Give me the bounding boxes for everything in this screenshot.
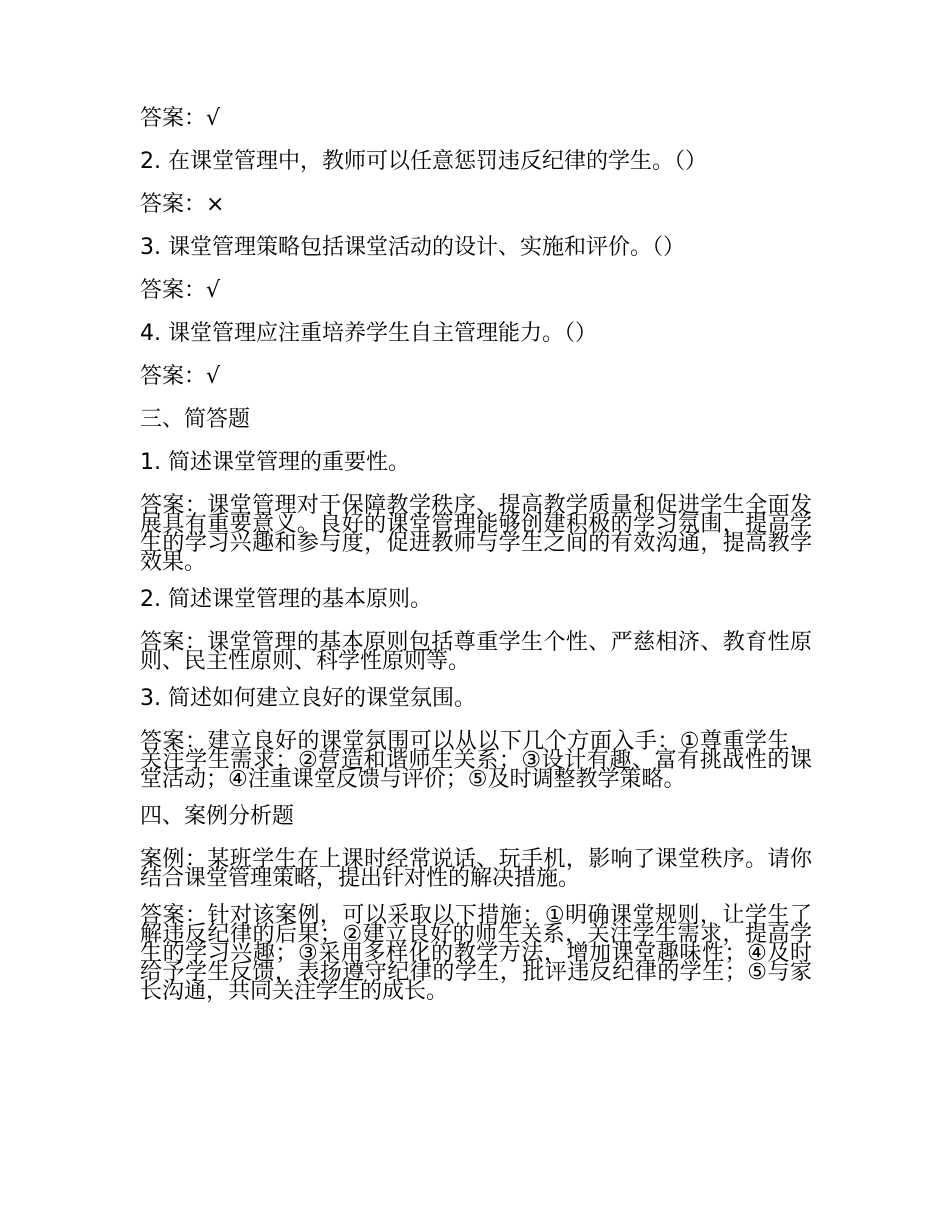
question-4: 4. 课堂管理应注重培养学生自主管理能力。（） (140, 321, 597, 346)
short-answer-1: 答案：课堂管理对于保障教学秩序、提高教学质量和促进学生全面发展具有重要意义。良好的课堂管理能够创建积极的学习氛围，提高学生的学习兴趣和参与度，促进教师与学生之间的有效沟通，提高教学效果。 (140, 493, 812, 575)
section-heading-case-analysis: 四、案例分析题 (140, 804, 295, 829)
short-answer-3: 答案：建立良好的课堂氛围可以从以下几个方面入手：①尊重学生，关注学生需求；②营造和谐师生关系；③设计有趣、富有挑战性的课堂活动；④注重课堂反馈与评价；⑤及时调整教学策略。 (140, 729, 812, 792)
answer-1: 答案：√ (140, 106, 221, 131)
section-heading-short-answer: 三、简答题 (140, 407, 251, 432)
short-question-1: 1. 简述课堂管理的重要性。 (140, 450, 410, 475)
question-2: 2. 在课堂管理中，教师可以任意惩罚违反纪律的学生。（） (140, 149, 707, 174)
answer-3: 答案：√ (140, 278, 221, 303)
case-answer: 答案：针对该案例，可以采取以下措施：①明确课堂规则，让学生了解违反纪律的后果；②建立良好的师生关系，关注学生需求，提高学生的学习兴趣；③采用多样化的教学方法，增加课堂趣味性；④及时给予学生反馈，表扬遵守纪律的学生，批评违反纪律的学生；⑤与家长沟通，共同关注学生的成长。 (140, 903, 812, 1004)
short-question-3: 3. 简述如何建立良好的课堂氛围。 (140, 686, 476, 711)
short-answer-2: 答案：课堂管理的基本原则包括尊重学生个性、严慈相济、教育性原则、民主性原则、科学性原则等。 (140, 630, 812, 674)
case-description: 案例：某班学生在上课时经常说话、玩手机，影响了课堂秩序。请你结合课堂管理策略，提出针对性的解决措施。 (140, 847, 812, 891)
question-3: 3. 课堂管理策略包括课堂活动的设计、实施和评价。（） (140, 235, 685, 260)
short-question-2: 2. 简述课堂管理的基本原则。 (140, 587, 432, 612)
document-page (140, 104, 812, 1014)
answer-4: 答案：√ (140, 364, 221, 389)
answer-2: 答案：× (140, 192, 225, 217)
